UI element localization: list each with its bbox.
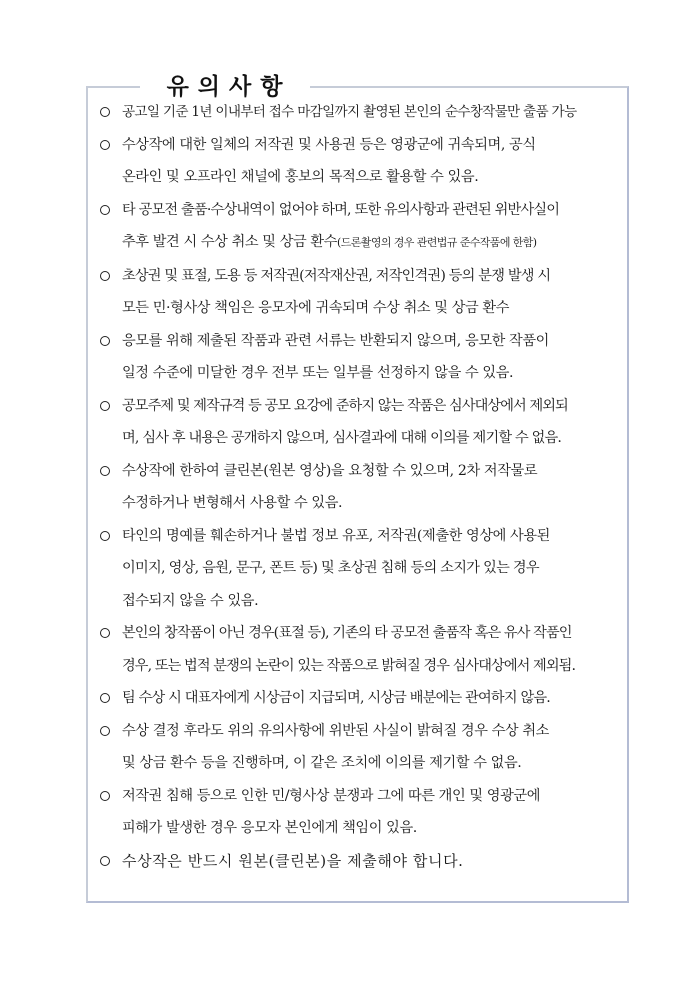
hollow-circle-bullet-icon <box>100 260 122 293</box>
notice-item-text <box>122 845 630 878</box>
notice-line-main: 추후 발견 시 수상 취소 및 상금 환수 <box>122 234 338 250</box>
hollow-circle-bullet-icon <box>100 325 122 358</box>
notice-line: 경우, 또는 법적 분쟁의 논란이 있는 작품으로 밝혀질 경우 심사대상에서 제외됨. <box>122 657 576 674</box>
notice-line: 응모를 위해 제출된 작품과 관련 서류는 반환되지 않으며, 응모한 작품이 <box>122 332 549 349</box>
notice-line: 수정하거나 변형해서 사용할 수 있음. <box>122 495 343 511</box>
notice-item-text <box>122 617 630 682</box>
notice-item-text <box>122 194 630 260</box>
notice-line: 일정 수준에 미달한 경우 전부 또는 일부를 선정하지 않을 수 있음. <box>122 365 514 381</box>
notice-list <box>100 96 630 877</box>
hollow-circle-bullet-icon <box>100 715 122 748</box>
hollow-circle-bullet-icon <box>100 845 122 878</box>
notice-title: 유의사항 <box>166 73 292 100</box>
notice-item-text <box>122 455 630 520</box>
notice-line: 모든 민·형사상 책임은 응모자에 귀속되며 수상 취소 및 상금 환수 <box>122 300 510 316</box>
notice-item-text <box>122 129 630 194</box>
notice-line: 팀 수상 시 대표자에게 시상금이 지급되며, 시상금 배분에는 관여하지 않음. <box>122 690 550 706</box>
notice-item <box>100 129 630 194</box>
notice-line: 수상작에 한하여 클린본(원본 영상)을 요청할 수 있으며, 2차 저작물로 <box>122 462 538 479</box>
notice-line: 온라인 및 오프라인 채널에 홍보의 목적으로 활용할 수 있음. <box>122 169 479 185</box>
hollow-circle-bullet-icon <box>100 129 122 162</box>
notice-item <box>100 96 630 129</box>
notice-item <box>100 715 630 780</box>
notice-item <box>100 520 630 618</box>
notice-item <box>100 617 630 682</box>
notice-item-text <box>122 715 630 780</box>
notice-line: 공모주제 및 제작규격 등 공모 요강에 준하지 않는 작품은 심사대상에서 제외되 <box>122 397 568 414</box>
notice-line: 수상 결정 후라도 위의 유의사항에 위반된 사실이 밝혀질 경우 수상 취소 <box>122 722 549 739</box>
notice-line: 타인의 명예를 훼손하거나 불법 정보 유포, 저작권(제출한 영상에 사용된 <box>122 527 550 544</box>
notice-item <box>100 390 630 455</box>
notice-item <box>100 682 630 715</box>
notice-item <box>100 780 630 845</box>
notice-line: 피해가 발생한 경우 응모자 본인에게 책임이 있음. <box>122 820 417 836</box>
hollow-circle-bullet-icon <box>100 194 122 227</box>
notice-item <box>100 845 630 878</box>
notice-line: 초상권 및 표절, 도용 등 저작권(저작재산권, 저작인격권) 등의 분쟁 발생 시 <box>122 267 551 284</box>
notice-item-text <box>122 682 630 715</box>
hollow-circle-bullet-icon <box>100 96 122 129</box>
notice-item-text <box>122 780 630 845</box>
notice-item <box>100 260 630 325</box>
notice-line: 저작권 침해 등으로 인한 민/형사상 분쟁과 그에 따른 개인 및 영광군에 <box>122 787 541 804</box>
notice-line-note: (드론촬영의 경우 관련법규 준수작품에 한함) <box>337 236 537 249</box>
notice-item-text <box>122 390 630 455</box>
notice-item <box>100 194 630 260</box>
notice-line: 및 상금 환수 등을 진행하며, 이 같은 조치에 이의를 제기할 수 없음. <box>122 755 522 771</box>
notice-line: 본인의 창작품이 아닌 경우(표절 등), 기존의 타 공모전 출품작 혹은 유사 작품인 <box>122 625 572 641</box>
hollow-circle-bullet-icon <box>100 455 122 488</box>
notice-line: 수상작에 대한 일체의 저작권 및 사용권 등은 영광군에 귀속되며, 공식 <box>122 136 536 153</box>
notice-line: 타 공모전 출품·수상내역이 없어야 하며, 또한 유의사항과 관련된 위반사실이 <box>122 201 560 218</box>
notice-item-text <box>122 520 630 618</box>
hollow-circle-bullet-icon <box>100 780 122 813</box>
notice-item-text <box>122 260 630 325</box>
notice-line: 며, 심사 후 내용은 공개하지 않으며, 심사결과에 대해 이의를 제기할 수 없음. <box>122 430 562 446</box>
notice-item <box>100 325 630 390</box>
notice-line <box>122 226 622 260</box>
hollow-circle-bullet-icon <box>100 390 122 423</box>
hollow-circle-bullet-icon <box>100 682 122 715</box>
notice-line: 공고일 기준 1년 이내부터 접수 마감일까지 촬영된 본인의 순수창작물만 출품 가능 <box>122 104 577 120</box>
hollow-circle-bullet-icon <box>100 520 122 553</box>
notice-item <box>100 455 630 520</box>
hollow-circle-bullet-icon <box>100 617 122 650</box>
notice-item-text <box>122 96 630 129</box>
notice-line: 수상작은 반드시 원본(클린본)을 제출해야 합니다. <box>122 851 464 870</box>
notice-item-text <box>122 325 630 390</box>
notice-line: 이미지, 영상, 음원, 문구, 폰트 등) 및 초상권 침해 등의 소지가 있는 경우 <box>122 560 539 576</box>
notice-line: 접수되지 않을 수 있음. <box>122 592 259 609</box>
